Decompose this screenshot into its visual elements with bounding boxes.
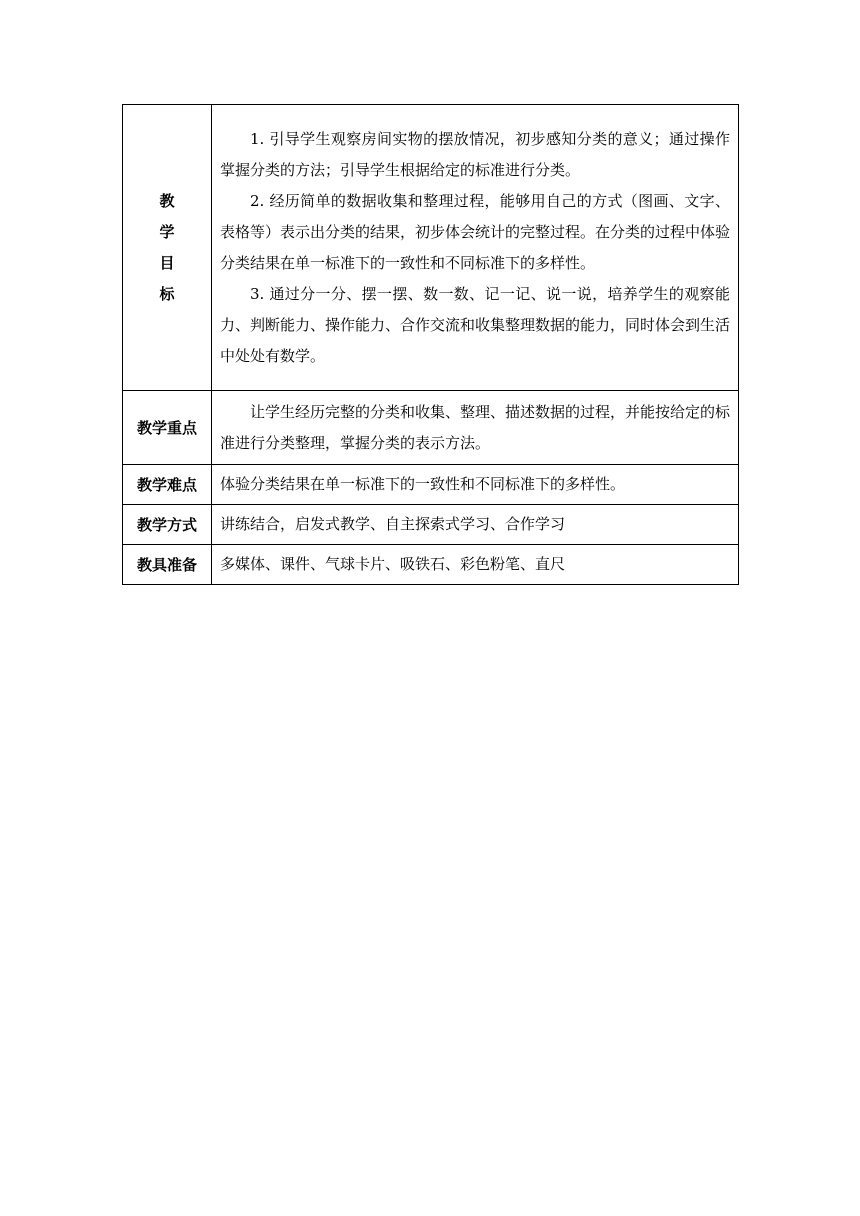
methods-label: 教学方式 xyxy=(123,505,212,545)
tools-row xyxy=(123,545,739,585)
objective-item: 2. 经历简单的数据收集和整理过程，能够用自己的方式（图画、文字、表格等）表示出分类的结果，初步体会统计的完整过程。在分类的过程中体验分类结果在单一标准下的一致性和不同标准下的多样性。 xyxy=(220,192,731,272)
tools-content xyxy=(212,545,739,585)
objective-item: 3. 通过分一分、摆一摆、数一数、记一记、说一说，培养学生的观察能力、判断能力、操作能力、合作交流和收集整理数据的能力，同时体会到生活中处处有数学。 xyxy=(220,285,731,365)
objectives-content xyxy=(212,105,739,391)
objectives-row xyxy=(123,105,739,391)
difficulties-row xyxy=(123,465,739,505)
objectives-label-char: 学 xyxy=(159,222,175,241)
difficulties-content xyxy=(212,465,739,505)
methods-text: 讲练结合，启发式教学、自主探索式学习、合作学习 xyxy=(220,515,566,533)
objectives-label-char: 目 xyxy=(159,253,175,272)
tools-label: 教具准备 xyxy=(123,545,212,585)
key-points-label: 教学重点 xyxy=(123,391,212,465)
difficulties-text: 体验分类结果在单一标准下的一致性和不同标准下的多样性。 xyxy=(220,475,626,493)
key-points-row xyxy=(123,391,739,465)
objectives-label-char: 标 xyxy=(159,284,175,303)
methods-row xyxy=(123,505,739,545)
objectives-label xyxy=(123,105,212,391)
difficulties-label: 教学难点 xyxy=(123,465,212,505)
key-points-content xyxy=(212,391,739,465)
key-points-text: 让学生经历完整的分类和收集、整理、描述数据的过程，并能按给定的标准进行分类整理，掌握分类的表示方法。 xyxy=(220,403,731,452)
methods-content xyxy=(212,505,739,545)
objectives-label-char: 教 xyxy=(159,191,175,210)
objective-item: 1. 引导学生观察房间实物的摆放情况，初步感知分类的意义；通过操作掌握分类的方法；引导学生根据给定的标准进行分类。 xyxy=(220,130,730,179)
lesson-plan-table xyxy=(122,104,739,585)
tools-text: 多媒体、课件、气球卡片、吸铁石、彩色粉笔、直尺 xyxy=(220,555,566,573)
